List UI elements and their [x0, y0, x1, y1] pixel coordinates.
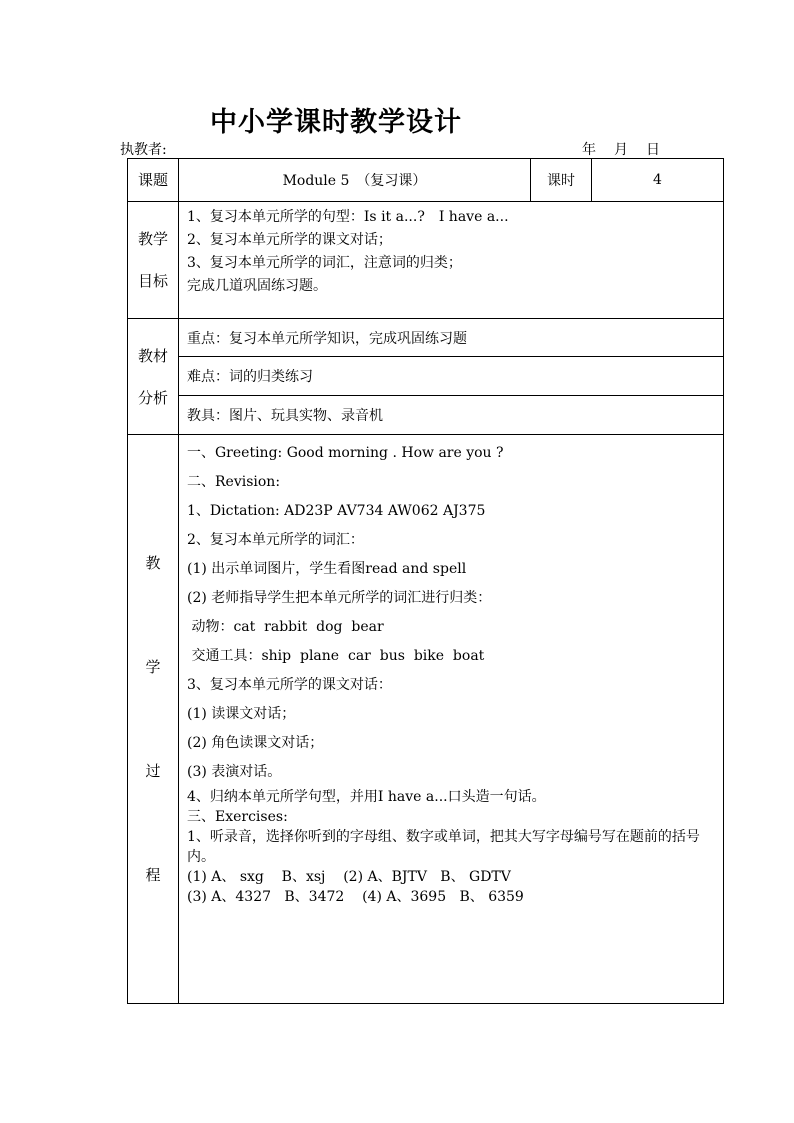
process-line: (2) 角色读课文对话；: [187, 735, 324, 751]
date-day: 日: [646, 142, 660, 158]
goals-row: [128, 202, 724, 319]
process-line: (2) 老师指导学生把本单元所学的词汇进行归类：: [187, 590, 492, 606]
period-value: 4: [592, 159, 724, 202]
tools-row: [128, 396, 724, 435]
exercise-line: (3) A、4327 B、3472 (4) A、3695 B、 6359: [187, 889, 524, 905]
lesson-plan-table: [127, 158, 724, 1004]
goal-item: 3、复习本单元所学的词汇，注意词的归类；: [187, 255, 462, 271]
exercise-line: (1) A、 sxg B、xsj (2) A、BJTV B、 GDTV: [187, 869, 511, 885]
exercise-line: 1、听录音，选择你听到的字母组、数字或单词，把其大写字母编号写在题前的括号内。: [187, 829, 700, 865]
date-month: 月: [614, 142, 628, 158]
topic-label: 课题: [128, 159, 179, 202]
exercise-line: 三、Exercises:: [187, 809, 288, 825]
key-point: 重点：复习本单元所学知识，完成巩固练习题: [179, 319, 724, 357]
goals-content: [179, 202, 724, 319]
goal-item: 1、复习本单元所学的句型：Is it a...? I have a...: [187, 209, 509, 225]
topic-value: Module 5 （复习课）: [179, 159, 531, 202]
process-line: (1) 读课文对话；: [187, 706, 296, 722]
difficult-point-row: [128, 357, 724, 396]
process-line: 4、归纳本单元所学句型，并用I have a...口头造一句话。: [187, 789, 546, 805]
process-line: (1) 出示单词图片，学生看图read and spell: [187, 561, 467, 577]
teaching-tools: 教具：图片、玩具实物、录音机: [179, 396, 724, 435]
process-line: 2、复习本单元所学的词汇：: [187, 532, 364, 548]
process-content: [179, 435, 724, 1004]
goals-label: 教学 目标: [128, 202, 179, 319]
process-line: 动物：cat rabbit dog bear: [187, 619, 384, 635]
process-label: 教 学 过 程: [128, 435, 179, 1004]
period-label: 课时: [531, 159, 592, 202]
analysis-label: 教材 分析: [128, 319, 179, 435]
process-line: 3、复习本单元所学的课文对话：: [187, 677, 392, 693]
goal-item: 2、复习本单元所学的课文对话；: [187, 232, 392, 248]
teacher-label: 执教者:: [120, 142, 167, 158]
date-fields: [582, 139, 678, 159]
process-line: (3) 表演对话。: [187, 764, 282, 780]
key-point-row: [128, 319, 724, 357]
process-line: 1、Dictation: AD23P AV734 AW062 AJ375: [187, 503, 486, 519]
process-line: 二、Revision:: [187, 474, 281, 490]
difficult-point: 难点：词的归类练习: [179, 357, 724, 396]
date-year: 年: [582, 142, 596, 158]
process-row: [128, 435, 724, 1004]
page-title: 中小学课时教学设计: [210, 107, 462, 138]
process-line: 交通工具：ship plane car bus bike boat: [187, 648, 485, 664]
goal-item: 完成几道巩固练习题。: [187, 278, 327, 294]
topic-row: [128, 159, 724, 202]
process-line: 一、Greeting: Good morning . How are you ?: [187, 445, 504, 461]
